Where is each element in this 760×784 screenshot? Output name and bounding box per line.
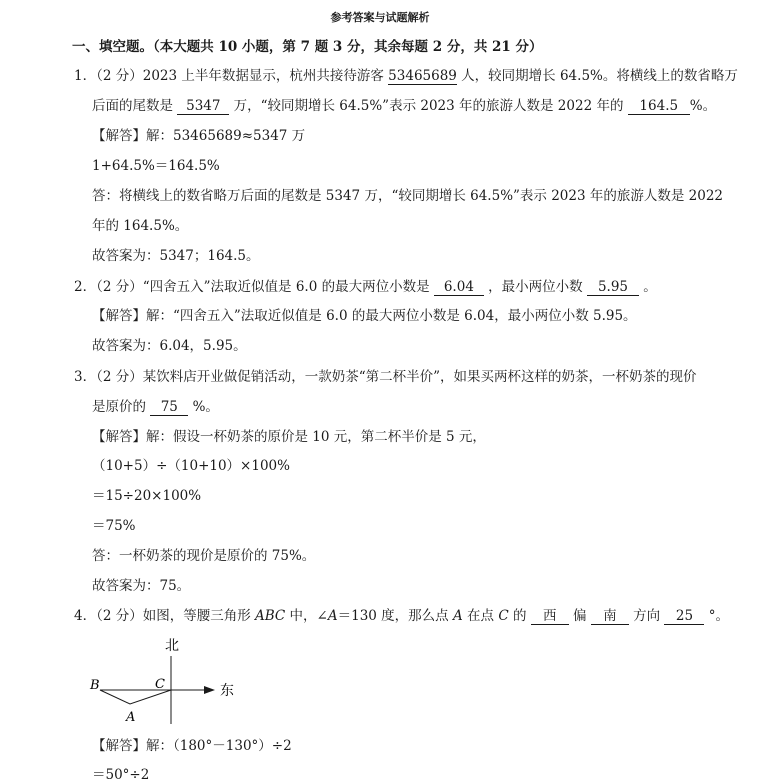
q3-line2 bbox=[92, 398, 219, 416]
q2-text: （2 分）“四舍五入”法取近似值是 6.0 的最大两位小数是 bbox=[96, 279, 434, 295]
q1-final-answer: 故答案为：5347；164.5。 bbox=[92, 248, 260, 264]
label-c: C bbox=[155, 677, 165, 692]
label-b: B bbox=[90, 678, 100, 693]
q1-line2 bbox=[92, 97, 716, 115]
label-a: A bbox=[126, 710, 136, 725]
q4-solution-tag: 【解答】 bbox=[92, 738, 146, 754]
q4-line1 bbox=[74, 607, 729, 625]
q4-text-b: 中，∠ bbox=[285, 608, 328, 624]
q2-text-end: 。 bbox=[638, 279, 657, 295]
label-east: 东 bbox=[220, 683, 234, 699]
q2-solution-line1 bbox=[92, 307, 637, 325]
q1-answer-blank-1: 5347 bbox=[177, 99, 229, 115]
q3-text: （2 分）某饮料店开业做促销活动，一款奶茶“第二杯半价”，如果买两杯这样的奶茶，一杯奶茶的现价 bbox=[96, 369, 697, 385]
q3-solution-line5: 答：一杯奶茶的现价是原价的 75%。 bbox=[92, 548, 316, 564]
q3-solution-line3: ＝15÷20×100% bbox=[92, 488, 202, 504]
q4-answer-blank-2: 南 bbox=[591, 609, 629, 625]
q1-answer-blank-2: 164.5 bbox=[628, 99, 690, 115]
q1-solution-line4: 年的 164.5%。 bbox=[92, 218, 189, 234]
q3-line2-text: 是原价的 bbox=[92, 399, 151, 415]
east-arrow-icon bbox=[204, 686, 215, 694]
q1-solution-text: 解：53465689≈5347 万 bbox=[146, 128, 306, 144]
q4-point-c: C bbox=[498, 608, 509, 624]
q4-solution-line2: ＝50°÷2 bbox=[92, 767, 150, 783]
triangle-abc bbox=[100, 690, 171, 704]
q1-number: 1． bbox=[74, 68, 97, 84]
q1-text-cont: 人，较同期增长 64.5%。将横线上的数省略万 bbox=[456, 68, 738, 84]
q4-answer-blank-3: 25 bbox=[664, 609, 704, 625]
q3-solution-text: 解：假设一杯奶茶的原价是 10 元，第二杯半价是 5 元， bbox=[146, 429, 486, 445]
q4-text-c: ＝130 度，那么点 bbox=[337, 608, 453, 624]
q1-text: （2 分）2023 上半年数据显示，杭州共接待游客 bbox=[96, 68, 389, 84]
q2-answer-blank-1: 6.04 bbox=[434, 280, 484, 296]
q4-figure bbox=[82, 632, 252, 732]
q4-triangle-label: ABC bbox=[255, 608, 286, 624]
q1-line2-end: %。 bbox=[689, 98, 717, 114]
q2-answer-blank-2: 5.95 bbox=[587, 280, 639, 296]
q3-final-answer: 故答案为：75。 bbox=[92, 578, 191, 594]
q2-number: 2． bbox=[74, 279, 97, 295]
q4-text-g: 方向 bbox=[628, 608, 665, 624]
q4-number: 4． bbox=[74, 608, 97, 624]
q1-line2-text-cont: 万，“较同期增长 64.5%”表示 2023 年的旅游人数是 2022 年的 bbox=[229, 98, 628, 114]
q4-text-d: 在点 bbox=[462, 608, 499, 624]
q2-solution-tag: 【解答】 bbox=[92, 308, 146, 324]
q2-final-answer: 故答案为：6.04，5.95。 bbox=[92, 338, 247, 354]
section-heading: 一、填空题。（本大题共 10 小题，第 7 题 3 分，其余每题 2 分，共 21 分） bbox=[72, 39, 543, 55]
q4-text-a: （2 分）如图，等腰三角形 bbox=[96, 608, 256, 624]
q3-answer-blank: 75 bbox=[150, 400, 188, 416]
q4-solution-line1 bbox=[92, 737, 292, 755]
q4-text-e: 的 bbox=[508, 608, 531, 624]
q1-solution-line1 bbox=[92, 127, 305, 145]
q1-solution-line2: 1+64.5%＝164.5% bbox=[92, 158, 220, 174]
q2-line1 bbox=[74, 278, 657, 296]
q3-solution-line1 bbox=[92, 428, 486, 446]
q3-number: 3． bbox=[74, 369, 97, 385]
q3-line1 bbox=[74, 368, 697, 386]
q3-solution-line2: （10+5）÷（10+10）×100% bbox=[92, 458, 290, 474]
q4-solution-text: 解：（180°－130°）÷2 bbox=[146, 738, 292, 754]
q1-underlined-number: 53465689 bbox=[388, 68, 457, 84]
q1-line2-text: 后面的尾数是 bbox=[92, 98, 178, 114]
q2-text-cont: ，最小两位小数 bbox=[483, 279, 587, 295]
q2-solution-text: 解：“四舍五入”法取近似值是 6.0 的最大两位小数是 6.04，最小两位小数 5.95。 bbox=[146, 308, 637, 324]
q3-line2-end: %。 bbox=[188, 399, 219, 415]
q4-angle-label: A bbox=[327, 608, 338, 624]
q1-line1 bbox=[74, 67, 738, 85]
label-north: 北 bbox=[165, 638, 179, 654]
q3-solution-line4: ＝75% bbox=[92, 518, 136, 534]
q4-point-a: A bbox=[452, 608, 463, 624]
q1-solution-tag: 【解答】 bbox=[92, 128, 146, 144]
q4-answer-blank-1: 西 bbox=[531, 609, 569, 625]
page-title: 参考答案与试题解析 bbox=[330, 11, 430, 24]
q4-text-h: °。 bbox=[704, 608, 729, 624]
q4-text-f: 偏 bbox=[568, 608, 591, 624]
q3-solution-tag: 【解答】 bbox=[92, 429, 146, 445]
q1-solution-line3: 答：将横线上的数省略万后面的尾数是 5347 万，“较同期增长 64.5%”表示 2023 年的旅游人数是 2022 bbox=[92, 188, 724, 204]
